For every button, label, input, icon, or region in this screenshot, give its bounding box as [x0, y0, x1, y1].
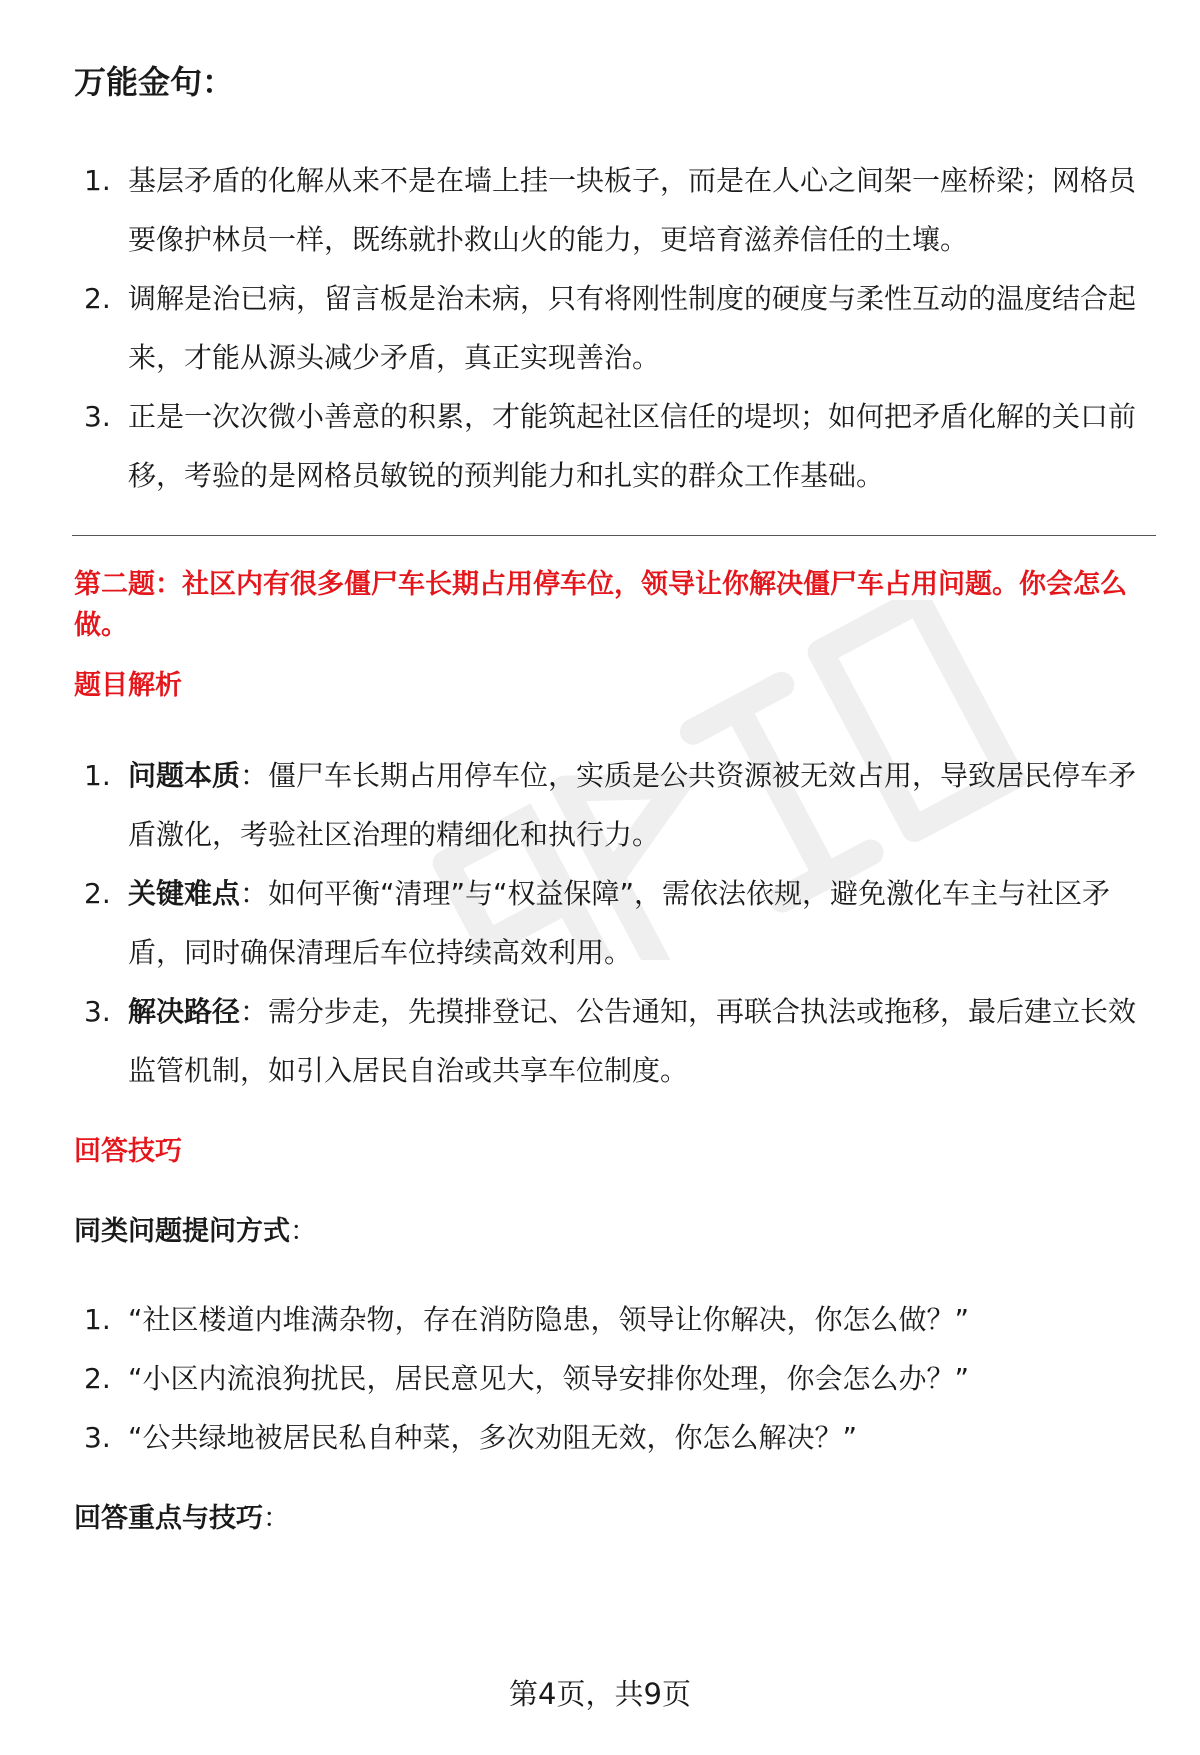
- analysis-heading: 题目解析: [74, 669, 182, 701]
- list-number: 1.: [84, 163, 111, 197]
- list-item: [74, 151, 1154, 269]
- heading-colon: ：: [263, 1502, 290, 1534]
- item-label: 问题本质: [128, 758, 241, 792]
- heading-colon: ：: [290, 1215, 317, 1247]
- list-number: 1.: [84, 1302, 111, 1336]
- list-item-text: 僵尸车长期占用停车位，实质是公共资源被无效占用，导致居民停车矛盾激化，考验社区治理的精细化和执行力。: [128, 758, 1137, 851]
- similar-questions-list: [74, 1290, 1154, 1467]
- list-item: [74, 387, 1154, 505]
- list-item-text: “公共绿地被居民私自种菜，多次劝阻无效，你怎么解决？”: [128, 1420, 858, 1454]
- list-number: 2.: [84, 876, 111, 910]
- list-item: [74, 982, 1154, 1100]
- list-item-text: 基层矛盾的化解从来不是在墙上挂一块板子，而是在人心之间架一座桥梁；网格员要像护林员一样，既练就扑救山火的能力，更培育滋养信任的土壤。: [128, 163, 1137, 256]
- tips-heading: 回答技巧: [74, 1135, 182, 1167]
- list-number: 3.: [84, 994, 111, 1028]
- list-item-text: 需分步走，先摸排登记、公告通知，再联合执法或拖移，最后建立长效监管机制，如引入居民自治或共享车位制度。: [128, 994, 1137, 1087]
- list-number: 3.: [84, 1420, 111, 1454]
- similar-questions-heading-text: 同类问题提问方式: [74, 1215, 290, 1247]
- list-number: 2.: [84, 1361, 111, 1395]
- list-item: [74, 1349, 1154, 1408]
- question-title: 第二题：社区内有很多僵尸车长期占用停车位，领导让你解决僵尸车占用问题。你会怎么做。: [74, 568, 1127, 641]
- quotes-list: [74, 151, 1154, 505]
- list-item-text: “小区内流浪狗扰民，居民意见大，领导安排你处理，你会怎么办？”: [128, 1361, 970, 1395]
- list-item-text: 调解是治已病，留言板是治未病，只有将刚性制度的硬度与柔性互动的温度结合起来，才能从源头减少矛盾，真正实现善治。: [128, 281, 1137, 374]
- page-footer: 第4页，共9页: [509, 1677, 691, 1711]
- list-item: [74, 746, 1154, 864]
- item-separator: ：: [240, 758, 269, 792]
- answer-focus-heading-text: 回答重点与技巧: [74, 1502, 263, 1534]
- list-number: 1.: [84, 758, 111, 792]
- item-separator: ：: [240, 876, 269, 910]
- analysis-list: [74, 746, 1154, 1100]
- list-item-text: 正是一次次微小善意的积累，才能筑起社区信任的堤坝；如何把矛盾化解的关口前移，考验的是网格员敏锐的预判能力和扎实的群众工作基础。: [128, 399, 1137, 492]
- list-item-text: 如何平衡“清理”与“权益保障”，需依法依规，避免激化车主与社区矛盾，同时确保清理后车位持续高效利用。: [128, 876, 1111, 969]
- item-label: 解决路径: [128, 994, 241, 1028]
- list-item: [74, 1290, 1154, 1349]
- list-number: 3.: [84, 399, 111, 433]
- list-item: [74, 1408, 1154, 1467]
- list-item: [74, 864, 1154, 982]
- list-number: 2.: [84, 281, 111, 315]
- list-item-text: “社区楼道内堆满杂物，存在消防隐患，领导让你解决，你怎么做？”: [128, 1302, 970, 1336]
- section-title-quotes: 万能金句：: [74, 63, 235, 101]
- list-item: [74, 269, 1154, 387]
- item-separator: ：: [240, 994, 269, 1028]
- answer-focus-heading: [74, 1499, 1154, 1539]
- similar-questions-heading: [74, 1212, 1154, 1252]
- section-divider: [72, 535, 1156, 536]
- item-label: 关键难点: [128, 876, 241, 910]
